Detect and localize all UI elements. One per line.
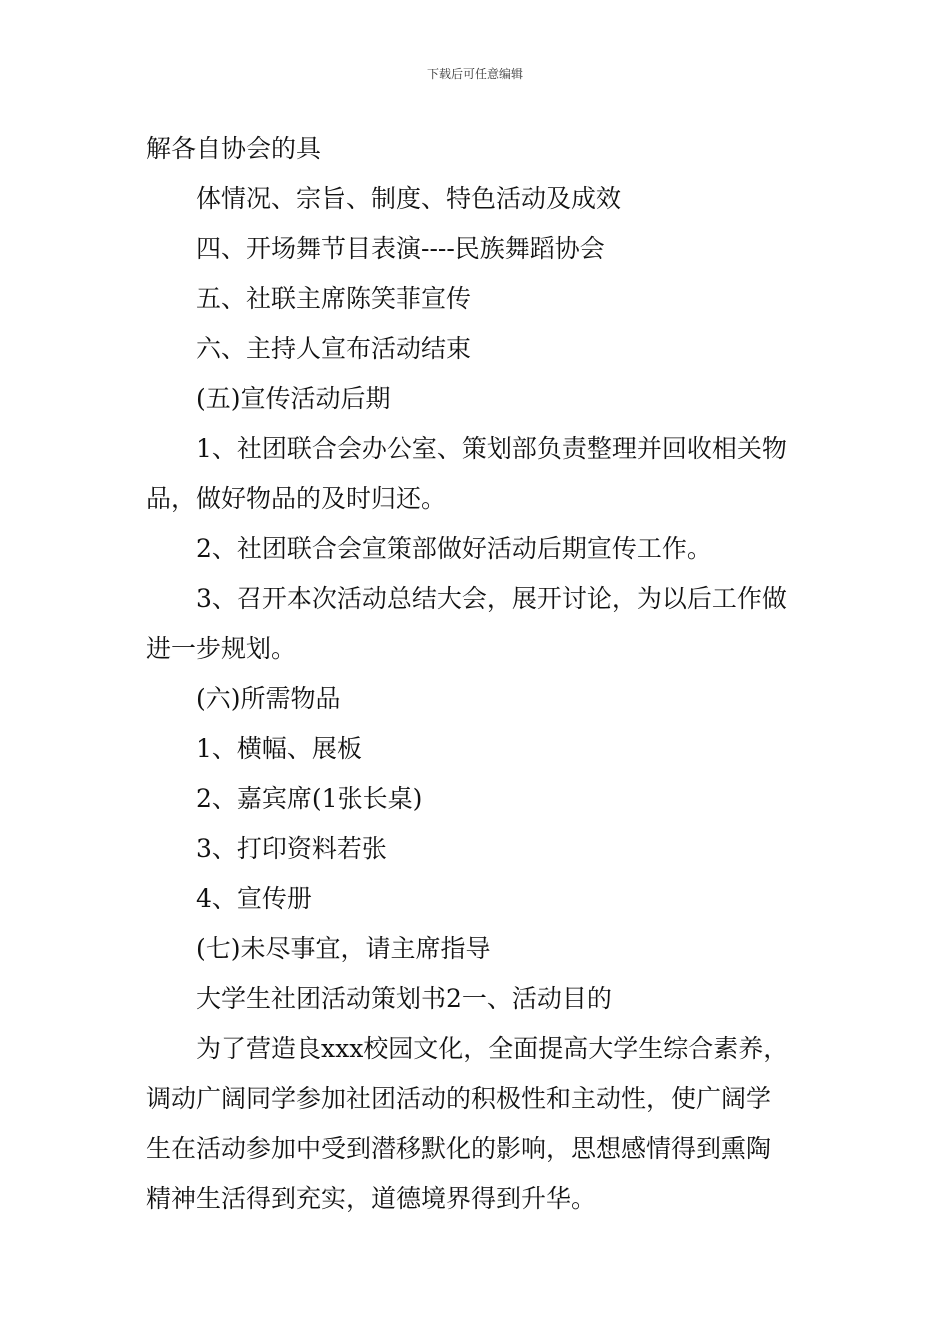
text-line: 进一步规划。 — [146, 634, 297, 663]
text-line: 精神生活得到充实，道德境界得到升华。 — [146, 1184, 597, 1213]
text-line: (五)宣传活动后期 — [196, 384, 391, 413]
text-line: 解各自协会的具 — [146, 134, 322, 163]
text-line: (六)所需物品 — [196, 684, 341, 713]
document-body — [146, 124, 810, 1224]
text-line: 大学生社团活动策划书2一、活动目的 — [196, 984, 612, 1013]
text-line: (七)未尽事宜，请主席指导 — [196, 934, 491, 963]
text-line: 体情况、宗旨、制度、特色活动及成效 — [196, 184, 622, 213]
text-line: 六、主持人宣布活动结束 — [196, 334, 472, 363]
text-line: 调动广阔同学参加社团活动的积极性和主动性，使广阔学 — [146, 1084, 772, 1113]
text-line: 4、宣传册 — [196, 884, 312, 913]
text-line: 为了营造良xxx校园文化，全面提高大学生综合素养， — [196, 1034, 789, 1063]
text-line: 四、开场舞节目表演----民族舞蹈协会 — [196, 234, 605, 263]
text-line: 2、嘉宾席(1张长桌) — [196, 784, 423, 813]
text-line: 品，做好物品的及时归还。 — [146, 484, 447, 513]
page-header: 下载后可任意编辑 — [426, 67, 523, 81]
text-line: 1、横幅、展板 — [196, 734, 362, 763]
text-line: 2、社团联合会宣策部做好活动后期宣传工作。 — [196, 534, 712, 563]
text-line: 1、社团联合会办公室、策划部负责整理并回收相关物 — [196, 434, 787, 463]
text-line: 3、打印资料若张 — [196, 834, 387, 863]
text-line: 生在活动参加中受到潜移默化的影响，思想感情得到熏陶 — [146, 1134, 772, 1163]
text-line: 3、召开本次活动总结大会，展开讨论，为以后工作做 — [196, 584, 787, 613]
text-line: 五、社联主席陈笑菲宣传 — [196, 284, 472, 313]
